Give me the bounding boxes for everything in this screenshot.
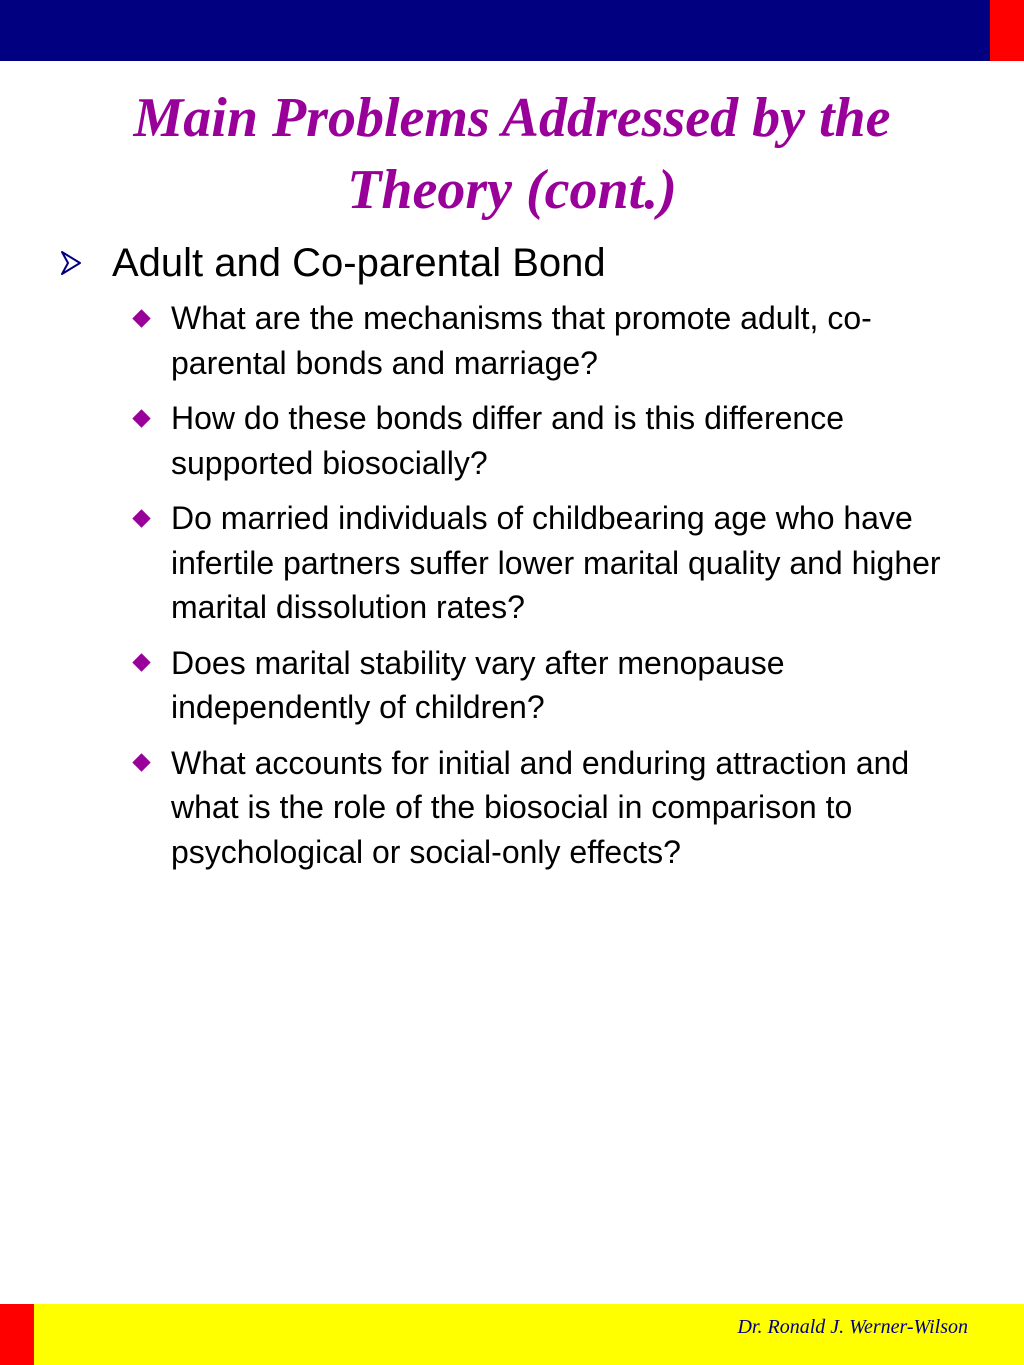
sub-bullet-item bbox=[130, 296, 960, 385]
sub-bullet-text: Does marital stability vary after menopause independently of children? bbox=[171, 644, 785, 725]
sub-bullet-text: Do married individuals of childbearing age who have infertile partners suffer lower marital quality and higher marital dissolution rates? bbox=[171, 500, 941, 625]
diamond-bullet-icon bbox=[130, 741, 171, 785]
sub-bullet-item bbox=[130, 396, 960, 485]
top-accent-block bbox=[990, 0, 1024, 61]
diamond-bullet-icon bbox=[130, 641, 171, 685]
sub-bullet-text: How do these bonds differ and is this difference supported biosocially? bbox=[171, 400, 845, 481]
main-bullet-section bbox=[60, 238, 960, 885]
footer-author: Dr. Ronald J. Werner-Wilson bbox=[737, 1316, 968, 1338]
sub-bullet-text: What accounts for initial and enduring attraction and what is the role of the biosocial in comparison to psychological or social-only effects? bbox=[171, 744, 910, 870]
sub-bullet-text: What are the mechanisms that promote adult, co-parental bonds and marriage? bbox=[171, 300, 872, 381]
sub-bullet-item bbox=[130, 741, 960, 875]
diamond-bullet-icon bbox=[130, 396, 171, 440]
diamond-bullet-icon bbox=[130, 496, 171, 540]
top-banner bbox=[0, 0, 990, 61]
diamond-bullet-icon bbox=[130, 296, 171, 340]
arrow-bullet-icon bbox=[60, 238, 112, 288]
slide-title: Main Problems Addressed by the Theory (cont.) bbox=[133, 87, 891, 221]
main-bullet-text: Adult and Co-parental Bond bbox=[112, 241, 606, 285]
bottom-accent-block bbox=[0, 1304, 34, 1365]
sub-bullet-item bbox=[130, 641, 960, 730]
sub-bullet-item bbox=[130, 496, 960, 630]
main-bullet bbox=[60, 238, 960, 288]
sub-bullet-list bbox=[60, 296, 960, 874]
